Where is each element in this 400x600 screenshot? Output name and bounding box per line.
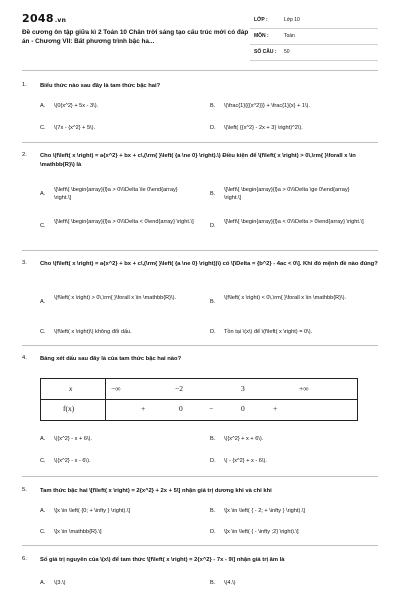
- question-text: Số giá trị nguyên của \(x\) để tam thức \[f\left( x \right) = 2{x^2} - 7x - 9\] nhận giá trị âm là: [40, 557, 285, 563]
- question-number: 5.: [22, 487, 27, 493]
- sign-table-sign: +: [273, 404, 278, 413]
- question-text: Cho \(f\left( x \right) = a{x^2} + bx + c\,(\rm{ }\left( {a \ne 0} \right))\) có \[\Delta = {b^2} - 4ac < 0\]. Khi đó mệnh đề nào đúng?: [40, 261, 378, 267]
- divider: [22, 476, 378, 477]
- option-letter: C.: [40, 458, 46, 464]
- meta-value: Toán: [284, 33, 295, 39]
- option-letter: B.: [210, 103, 216, 109]
- option-text: \(\frac{1}{{{x^2}}} + \frac{1}{x} + 1\).: [224, 103, 310, 109]
- option-letter: B.: [210, 299, 216, 305]
- option-text: \(f\left( x \right)\) không đổi dấu.: [54, 329, 132, 335]
- sign-table-sign: 0: [241, 404, 245, 413]
- option-text: \[x \in \left( { - \infty ;2} \right).\]: [224, 529, 299, 535]
- option-text: \[x \in \left( { - 2; + \infty } \right).\]: [224, 508, 305, 514]
- option-letter: A.: [40, 580, 46, 586]
- divider: [22, 345, 378, 346]
- option-text: \(f\left( x \right) > 0\,\rm{ }\forall x \in \mathbb{R}\).: [54, 295, 177, 301]
- sign-table-sign: +: [141, 404, 146, 413]
- option-text: \[\left\{ \begin{array}{l}a > 0\\\Delta \ge 0\end{array} \right.\]: [224, 187, 350, 201]
- divider: [22, 142, 378, 143]
- meta-row-class: [250, 13, 378, 29]
- question-number: 3.: [22, 260, 27, 266]
- divider: [22, 70, 378, 71]
- question-text: Cho \(f\left( x \right) = a{x^2} + bx + c\,(\rm{ }\left( {a \ne 0} \right).\) Điều kiện để \(f\left( x \right) > 0\,\rm{ }\forall x \in \mathbb{R}\) là: [40, 153, 356, 168]
- option-text: \({x^2} - x - 6\).: [54, 458, 91, 464]
- option-text: \(\left( {{x^2} - 2x + 3} \right)^2\).: [224, 125, 303, 131]
- option-letter: B.: [210, 436, 216, 442]
- option-text: \( - {x^2} + x - 6\).: [224, 458, 267, 464]
- question-text: Biểu thức nào sau đây là tam thức bậc hai?: [40, 83, 161, 89]
- option-letter: C.: [40, 529, 46, 535]
- option-text: \[\left\{ \begin{array}{l}a > 0\\\Delta \le 0\end{array} \right.\]: [54, 187, 178, 201]
- option-letter: A.: [40, 508, 46, 514]
- option-text: \[\left\{ \begin{array}{l}a > 0\\\Delta < 0\end{array} \right.\]: [54, 219, 194, 225]
- option-text: \(3.\): [54, 580, 66, 586]
- sign-table-header-cell: −2: [175, 384, 183, 393]
- option-text: \(4.\): [224, 580, 236, 586]
- option-letter: D.: [210, 458, 216, 464]
- meta-row-subject: [250, 29, 378, 45]
- option-text: \({x^2} - x + 6\).: [54, 436, 92, 442]
- sign-table-header-cell: 3: [241, 384, 245, 393]
- document-header: [0, 0, 400, 64]
- sign-table-header-cell: +∞: [299, 384, 309, 393]
- brand-logo[interactable]: [22, 12, 66, 25]
- option-letter: B.: [210, 191, 216, 197]
- option-text: \[\left\{ \begin{array}{l}a < 0\\\Delta > 0\end{array} \right.\]: [224, 219, 364, 225]
- brand-suffix: .vn: [54, 17, 67, 24]
- option-text: \[x \in \left( {0; + \infty } \right).\]: [54, 508, 131, 514]
- meta-label: LỚP :: [254, 17, 268, 23]
- option-letter: D.: [210, 125, 216, 131]
- option-letter: D.: [210, 329, 216, 335]
- sign-table: [40, 378, 358, 421]
- question-number: 2.: [22, 152, 27, 158]
- document-meta: [250, 13, 378, 61]
- option-letter: A.: [40, 299, 46, 305]
- option-text: \(f\left( x \right) < 0\,\rm{ }\forall x \in \mathbb{R}\).: [224, 295, 347, 301]
- meta-value: 50: [284, 49, 290, 55]
- meta-row-count: [250, 45, 378, 61]
- sign-table-header-row: [41, 379, 357, 400]
- option-letter: D.: [210, 529, 216, 535]
- sign-table-value-row: [41, 399, 357, 419]
- option-letter: A.: [40, 436, 46, 442]
- question-text: Bảng xét dấu sau đây là của tam thức bậc hai nào?: [40, 356, 182, 362]
- question-number: 6.: [22, 556, 27, 562]
- document-title: Đề cương ôn tập giữa kì 2 Toán 10 Chân trời sáng tạo cấu trúc mới có đáp án - Chương VII: Bất phương trình bậc ha...: [22, 29, 249, 45]
- sign-table-fx-label: f(x): [63, 404, 75, 413]
- option-letter: A.: [40, 103, 46, 109]
- meta-value: Lớp 10: [284, 17, 300, 23]
- option-letter: D.: [210, 223, 216, 229]
- question-number: 4.: [22, 355, 27, 361]
- option-text: \(0{x^2} + 5x - 3\).: [54, 103, 99, 109]
- option-text: \[x \in \mathbb{R}.\]: [54, 529, 102, 535]
- divider: [22, 545, 378, 546]
- sign-table-x-label: x: [69, 384, 73, 393]
- option-letter: C.: [40, 125, 46, 131]
- option-text: \(7x - {x^2} + 5\).: [54, 125, 96, 131]
- sign-table-sign: 0: [179, 404, 183, 413]
- meta-label: SỐ CÂU :: [254, 49, 277, 55]
- sign-table-sign: −: [209, 404, 214, 413]
- meta-label: MÔN :: [254, 33, 269, 39]
- question-number: 1.: [22, 82, 27, 88]
- option-letter: C.: [40, 223, 46, 229]
- option-text: \({x^2} + x + 6\).: [224, 436, 264, 442]
- divider: [22, 250, 378, 251]
- option-letter: B.: [210, 508, 216, 514]
- sign-table-divider: [105, 379, 106, 420]
- option-text: Tồn tại \(x\) để \(f\left( x \right) = 0\).: [224, 329, 313, 335]
- option-letter: A.: [40, 191, 46, 197]
- brand-name: 2048: [22, 12, 54, 25]
- option-letter: B.: [210, 580, 216, 586]
- question-text: Tam thức bậc hai \[f\left( x \right) = 2{x^2} + 2x + 5\] nhận giá trị dương khi và chỉ khi: [40, 488, 272, 494]
- sign-table-header-cell: −∞: [111, 384, 121, 393]
- option-letter: C.: [40, 329, 46, 335]
